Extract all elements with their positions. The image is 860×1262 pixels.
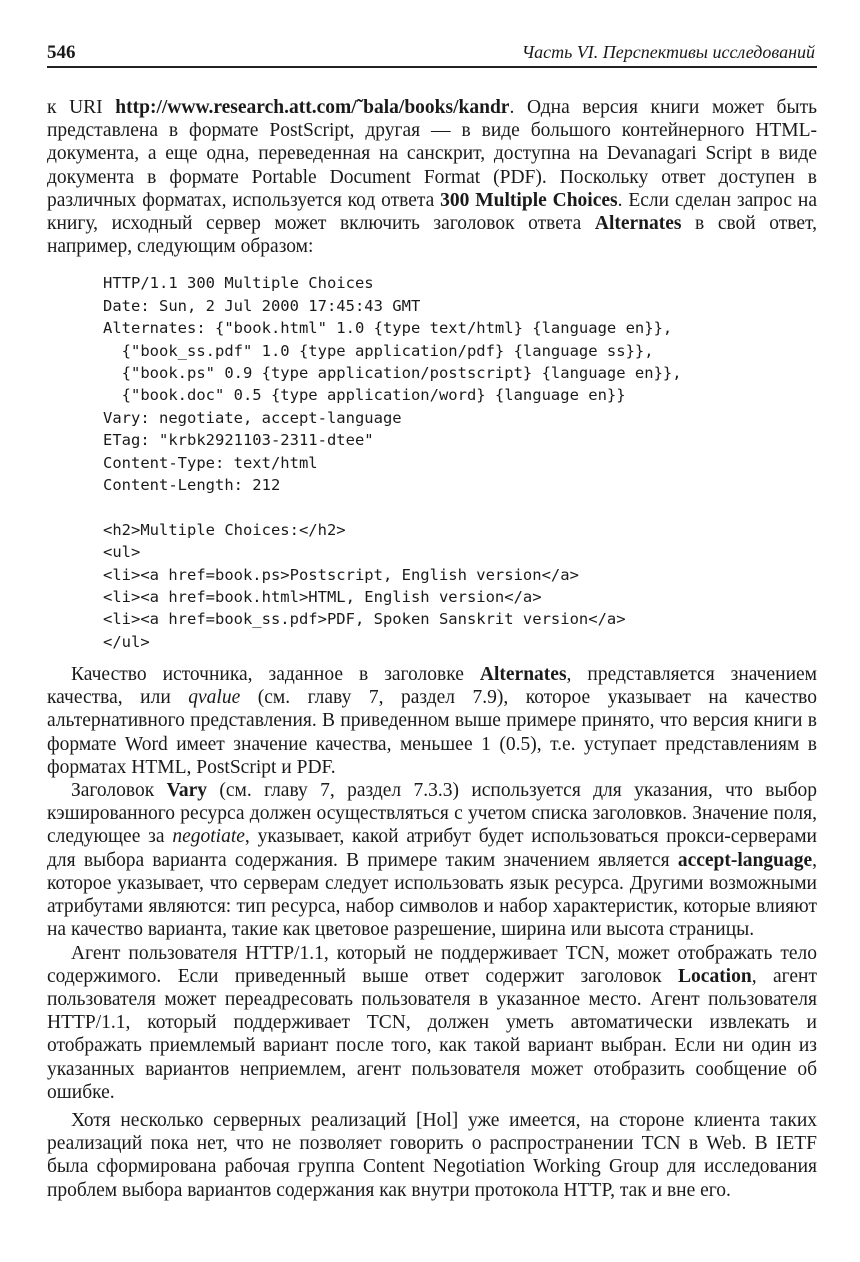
term-qvalue: qvalue (188, 687, 241, 709)
code-line: <ul> (103, 543, 141, 562)
page-header (47, 42, 815, 68)
paragraph-1 (47, 96, 817, 258)
code-blank-line (103, 496, 817, 518)
header-name: Vary (166, 780, 208, 802)
header-rule (47, 66, 817, 68)
code-listing (103, 272, 817, 653)
book-url: http://www.research.att.com/˜bala/books/kandr (115, 97, 510, 118)
code-line: <li><a href=book_ss.pdf>PDF, Spoken Sanskrit version</a> (103, 610, 626, 629)
code-line: <li><a href=book.ps>Postscript, English version</a> (103, 565, 579, 584)
term-accept-language: accept-language (677, 849, 813, 871)
p3-text: , указывает, какой атрибут будет использоваться прокси-серверами для выбора варианта содержания. В примере таким значением является (47, 826, 817, 871)
paragraph-4 (47, 942, 817, 1104)
paragraph-5 (47, 1109, 817, 1202)
page-number: 546 (47, 42, 76, 63)
code-line: Content-Length: 212 (103, 475, 281, 494)
p2-text: , представляется значением качества, или (47, 664, 817, 709)
code-line: Date: Sun, 2 Jul 2000 17:45:43 GMT (103, 296, 421, 315)
p1-text: к URI (47, 97, 116, 118)
paragraph-2 (47, 663, 817, 779)
code-line: HTTP/1.1 300 Multiple Choices (103, 274, 374, 293)
header-name: Alternates (479, 664, 567, 686)
p3-text: (см. главу 7, раздел 7.3.3) используется для указания, что выбор кэшированного ресурса должен осуществляться с учетом списка заголовков. Значение поля, следующее за (47, 780, 817, 848)
code-line: {"book.doc" 0.5 {type application/word} {language en}} (103, 386, 626, 405)
p4-text: , агент пользователя может переадресовать пользователя в указанное место. Агент пользователя HTTP/1.1, который поддерживает TCN, должен уметь автоматически извлекать и отображать приемлемый вариант после того, как такой вариант выбран. Если ни один из указанных вариантов неприемлем, агент пользователя может отобразить сообщение об ошибке. (47, 965, 817, 1103)
p2-text: (см. главу 7, раздел 7.9), которое указывает на качество альтернативного представления. В приведенном выше примере принято, что версия книги в формате Word имеет значение качества, меньшее 1 (0.5), т.е. уступает представлениям в форматах HTML, PostScript и PDF. (47, 687, 817, 778)
code-line: Vary: negotiate, accept-language (103, 408, 402, 427)
p5-text: Хотя несколько серверных реализаций [Hol] уже имеется, на стороне клиента таких реализаций пока нет, что не позволяет говорить о распространении TCN в Web. В IETF была сформирована рабочая группа Content Negotiation Working Group для исследования проблем выбора вариантов содержания как внутри протокола HTTP, так и вне его. (47, 1109, 817, 1201)
p2-text: Качество источника, заданное в заголовке (71, 664, 480, 686)
p1-text: . Одна версия книги может быть представлена в формате PostScript, другая — в виде большого контейнерного HTML-документа, а еще одна, переведенная на санскрит, доступна на Devanagari Script в виде документа в формате Portable Document Format (PDF). Поскольку ответ доступен в различных форматах, используется код ответа (47, 97, 817, 211)
code-line: Alternates: {"book.html" 1.0 {type text/html} {language en}}, (103, 319, 673, 338)
paragraph-3 (47, 779, 817, 941)
response-code: 300 Multiple Choices (440, 189, 618, 211)
p3-text: , которое указывает, что серверам следует использовать язык ресурса. Другими возможными атрибутами являются: тип ресурса, набор символов и набор характеристик, которые влияют на качество варианта, такие как цветовое разрешение, ширина или высота страницы. (47, 849, 817, 941)
code-line: {"book.ps" 0.9 {type application/postscript} {language en}}, (103, 363, 682, 382)
header-name: Location (678, 965, 752, 987)
code-line: Content-Type: text/html (103, 453, 318, 472)
body-text (47, 96, 817, 1202)
p4-text: Агент пользователя HTTP/1.1, который не поддерживает TCN, может отображать тело содержимого. Если приведенный выше ответ содержит заголовок (47, 942, 817, 987)
code-line: </ul> (103, 632, 150, 651)
term-negotiate: negotiate (172, 826, 245, 848)
code-line: ETag: "krbk2921103-2311-dtee" (103, 431, 374, 450)
running-head: Часть VI. Перспективы исследований (521, 42, 815, 62)
p1-text: . Если сделан запрос на книгу, исходный сервер может включить заголовок ответа (47, 189, 817, 235)
p1-text: в свой ответ, например, следующим образом: (47, 213, 817, 258)
code-line: <h2>Multiple Choices:</h2> (103, 520, 346, 539)
code-line: <li><a href=book.html>HTML, English version</a> (103, 587, 542, 606)
p3-text: Заголовок (71, 780, 167, 802)
header-name: Alternates (594, 213, 682, 235)
code-line: {"book_ss.pdf" 1.0 {type application/pdf} {language ss}}, (103, 341, 654, 360)
